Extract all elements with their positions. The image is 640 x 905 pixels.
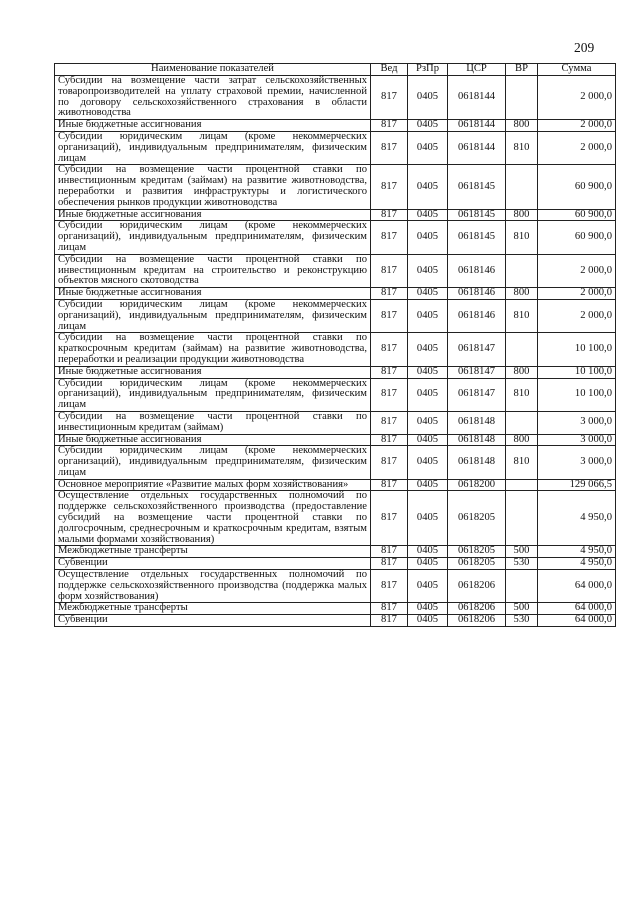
cell-ved: 817 — [371, 558, 408, 570]
cell-ved: 817 — [371, 76, 408, 120]
cell-ved: 817 — [371, 333, 408, 366]
cell-ved: 817 — [371, 299, 408, 332]
cell-csr: 0618146 — [448, 299, 506, 332]
cell-rzpr: 0405 — [408, 491, 448, 546]
table-row — [55, 366, 616, 378]
cell-name: Субсидии на возмещение части процентной ставки по инвестиционным кредитам (займам) — [55, 411, 371, 434]
header-rzpr: РзПр — [408, 64, 448, 76]
cell-ved: 817 — [371, 120, 408, 132]
cell-name: Субсидии юридическим лицам (кроме некоммерческих организаций), индивидуальным предпринимателям, физическим лицам — [55, 378, 371, 411]
cell-ved: 817 — [371, 434, 408, 446]
cell-sum: 64 000,0 — [538, 615, 616, 627]
cell-rzpr: 0405 — [408, 434, 448, 446]
cell-sum: 60 900,0 — [538, 165, 616, 209]
table-row — [55, 411, 616, 434]
cell-csr: 0618147 — [448, 333, 506, 366]
cell-sum: 2 000,0 — [538, 254, 616, 287]
cell-csr: 0618147 — [448, 366, 506, 378]
cell-vr: 530 — [506, 615, 538, 627]
cell-sum: 64 000,0 — [538, 570, 616, 603]
cell-vr — [506, 479, 538, 491]
table-row — [55, 254, 616, 287]
cell-vr: 800 — [506, 434, 538, 446]
cell-ved: 817 — [371, 366, 408, 378]
cell-vr: 530 — [506, 558, 538, 570]
page-number: 209 — [574, 40, 595, 55]
cell-ved: 817 — [371, 288, 408, 300]
budget-table — [54, 63, 616, 627]
cell-name: Осуществление отдельных государственных полномочий по поддержке сельскохозяйственного производства (предоставление субсидий на возмещение части процентной ставки по долгосрочным, среднесрочным и краткосрочным кредитам, взятым малыми формами хозяйствования) — [55, 491, 371, 546]
cell-csr: 0618200 — [448, 479, 506, 491]
cell-ved: 817 — [371, 546, 408, 558]
cell-sum: 2 000,0 — [538, 299, 616, 332]
cell-sum: 129 066,5 — [538, 479, 616, 491]
cell-csr: 0618145 — [448, 209, 506, 221]
table-row — [55, 221, 616, 254]
cell-vr: 810 — [506, 378, 538, 411]
cell-sum: 60 900,0 — [538, 221, 616, 254]
cell-name: Иные бюджетные ассигнования — [55, 120, 371, 132]
table-row — [55, 333, 616, 366]
cell-name: Субсидии юридическим лицам (кроме некоммерческих организаций), индивидуальным предпринимателям, физическим лицам — [55, 221, 371, 254]
cell-name: Субсидии юридическим лицам (кроме некоммерческих организаций), индивидуальным предпринимателям, физическим лицам — [55, 446, 371, 479]
table-row — [55, 603, 616, 615]
cell-vr: 500 — [506, 603, 538, 615]
cell-csr: 0618205 — [448, 558, 506, 570]
cell-rzpr: 0405 — [408, 570, 448, 603]
cell-vr — [506, 570, 538, 603]
cell-ved: 817 — [371, 378, 408, 411]
cell-sum: 2 000,0 — [538, 76, 616, 120]
cell-ved: 817 — [371, 209, 408, 221]
cell-csr: 0618144 — [448, 120, 506, 132]
cell-name: Иные бюджетные ассигнования — [55, 288, 371, 300]
cell-csr: 0618206 — [448, 603, 506, 615]
cell-vr: 810 — [506, 299, 538, 332]
cell-csr: 0618205 — [448, 546, 506, 558]
cell-name: Межбюджетные трансферты — [55, 546, 371, 558]
cell-rzpr: 0405 — [408, 221, 448, 254]
cell-name: Субсидии юридическим лицам (кроме некоммерческих организаций), индивидуальным предпринимателям, физическим лицам — [55, 131, 371, 164]
cell-sum: 3 000,0 — [538, 446, 616, 479]
cell-vr: 800 — [506, 288, 538, 300]
cell-sum: 2 000,0 — [538, 120, 616, 132]
cell-vr: 810 — [506, 131, 538, 164]
cell-vr — [506, 76, 538, 120]
cell-ved: 817 — [371, 491, 408, 546]
cell-csr: 0618144 — [448, 131, 506, 164]
cell-rzpr: 0405 — [408, 131, 448, 164]
table-row — [55, 165, 616, 209]
cell-ved: 817 — [371, 479, 408, 491]
table-row — [55, 615, 616, 627]
table-row — [55, 299, 616, 332]
cell-name: Субсидии на возмещение части процентной ставки по краткосрочным кредитам (займам) на развитие животноводства, переработки и реализации продукции животноводства — [55, 333, 371, 366]
cell-sum: 4 950,0 — [538, 546, 616, 558]
cell-csr: 0618147 — [448, 378, 506, 411]
table-row — [55, 446, 616, 479]
cell-sum: 10 100,0 — [538, 378, 616, 411]
cell-ved: 817 — [371, 221, 408, 254]
cell-rzpr: 0405 — [408, 76, 448, 120]
cell-ved: 817 — [371, 570, 408, 603]
cell-name: Субсидии на возмещение части процентной ставки по инвестиционным кредитам (займам) на развитие животноводства, переработки и развития инфраструктуры и логистического обеспечения рынков продукции животноводства — [55, 165, 371, 209]
cell-rzpr: 0405 — [408, 411, 448, 434]
cell-name: Осуществление отдельных государственных полномочий по поддержке сельскохозяйственного производства (поддержка малых форм хозяйствования) — [55, 570, 371, 603]
cell-rzpr: 0405 — [408, 603, 448, 615]
header-vr: ВР — [506, 64, 538, 76]
cell-sum: 3 000,0 — [538, 411, 616, 434]
cell-csr: 0618205 — [448, 491, 506, 546]
cell-name: Основное мероприятие «Развитие малых форм хозяйствования» — [55, 479, 371, 491]
table-row — [55, 558, 616, 570]
table-row — [55, 131, 616, 164]
cell-ved: 817 — [371, 165, 408, 209]
header-sum: Сумма — [538, 64, 616, 76]
cell-vr — [506, 254, 538, 287]
cell-csr: 0618144 — [448, 76, 506, 120]
cell-name: Иные бюджетные ассигнования — [55, 209, 371, 221]
header-ved: Вед — [371, 64, 408, 76]
cell-name: Субсидии на возмещение части процентной ставки по инвестиционным кредитам на строительство и реконструкцию объектов мясного скотоводства — [55, 254, 371, 287]
cell-ved: 817 — [371, 603, 408, 615]
table-row — [55, 288, 616, 300]
cell-vr — [506, 411, 538, 434]
cell-rzpr: 0405 — [408, 378, 448, 411]
table-row — [55, 378, 616, 411]
cell-csr: 0618206 — [448, 615, 506, 627]
cell-csr: 0618148 — [448, 434, 506, 446]
cell-rzpr: 0405 — [408, 299, 448, 332]
cell-rzpr: 0405 — [408, 558, 448, 570]
cell-sum: 64 000,0 — [538, 603, 616, 615]
header-name: Наименование показателей — [55, 64, 371, 76]
cell-rzpr: 0405 — [408, 333, 448, 366]
table-row — [55, 546, 616, 558]
cell-vr: 810 — [506, 446, 538, 479]
header-csr: ЦСР — [448, 64, 506, 76]
cell-rzpr: 0405 — [408, 479, 448, 491]
cell-sum: 4 950,0 — [538, 491, 616, 546]
table-header — [55, 64, 616, 76]
cell-rzpr: 0405 — [408, 366, 448, 378]
cell-sum: 4 950,0 — [538, 558, 616, 570]
cell-csr: 0618148 — [448, 411, 506, 434]
cell-vr — [506, 165, 538, 209]
cell-sum: 60 900,0 — [538, 209, 616, 221]
cell-name: Субсидии юридическим лицам (кроме некоммерческих организаций), индивидуальным предпринимателям, физическим лицам — [55, 299, 371, 332]
cell-vr: 800 — [506, 366, 538, 378]
cell-rzpr: 0405 — [408, 120, 448, 132]
cell-name: Межбюджетные трансферты — [55, 603, 371, 615]
cell-rzpr: 0405 — [408, 165, 448, 209]
cell-sum: 2 000,0 — [538, 131, 616, 164]
cell-name: Иные бюджетные ассигнования — [55, 434, 371, 446]
cell-csr: 0618146 — [448, 288, 506, 300]
table-row — [55, 120, 616, 132]
cell-rzpr: 0405 — [408, 209, 448, 221]
cell-csr: 0618206 — [448, 570, 506, 603]
cell-ved: 817 — [371, 254, 408, 287]
cell-sum: 3 000,0 — [538, 434, 616, 446]
cell-vr: 800 — [506, 120, 538, 132]
cell-vr: 500 — [506, 546, 538, 558]
cell-sum: 10 100,0 — [538, 333, 616, 366]
cell-rzpr: 0405 — [408, 546, 448, 558]
cell-csr: 0618145 — [448, 221, 506, 254]
cell-vr — [506, 491, 538, 546]
table-row — [55, 209, 616, 221]
table-body — [55, 76, 616, 627]
cell-rzpr: 0405 — [408, 254, 448, 287]
cell-vr: 810 — [506, 221, 538, 254]
table-row — [55, 570, 616, 603]
cell-name: Субвенции — [55, 615, 371, 627]
cell-sum: 10 100,0 — [538, 366, 616, 378]
table-row — [55, 76, 616, 120]
cell-sum: 2 000,0 — [538, 288, 616, 300]
cell-name: Иные бюджетные ассигнования — [55, 366, 371, 378]
cell-rzpr: 0405 — [408, 446, 448, 479]
cell-vr — [506, 333, 538, 366]
cell-csr: 0618148 — [448, 446, 506, 479]
cell-ved: 817 — [371, 411, 408, 434]
cell-csr: 0618145 — [448, 165, 506, 209]
cell-ved: 817 — [371, 446, 408, 479]
cell-csr: 0618146 — [448, 254, 506, 287]
cell-ved: 817 — [371, 615, 408, 627]
cell-vr: 800 — [506, 209, 538, 221]
table-row — [55, 491, 616, 546]
cell-ved: 817 — [371, 131, 408, 164]
cell-rzpr: 0405 — [408, 288, 448, 300]
table-row — [55, 434, 616, 446]
cell-name: Субсидии на возмещение части затрат сельскохозяйственных товаропроизводителей на уплату страховой премии, начисленной по договору сельскохозяйственного страхования в области животноводства — [55, 76, 371, 120]
cell-name: Субвенции — [55, 558, 371, 570]
cell-rzpr: 0405 — [408, 615, 448, 627]
table-row — [55, 479, 616, 491]
